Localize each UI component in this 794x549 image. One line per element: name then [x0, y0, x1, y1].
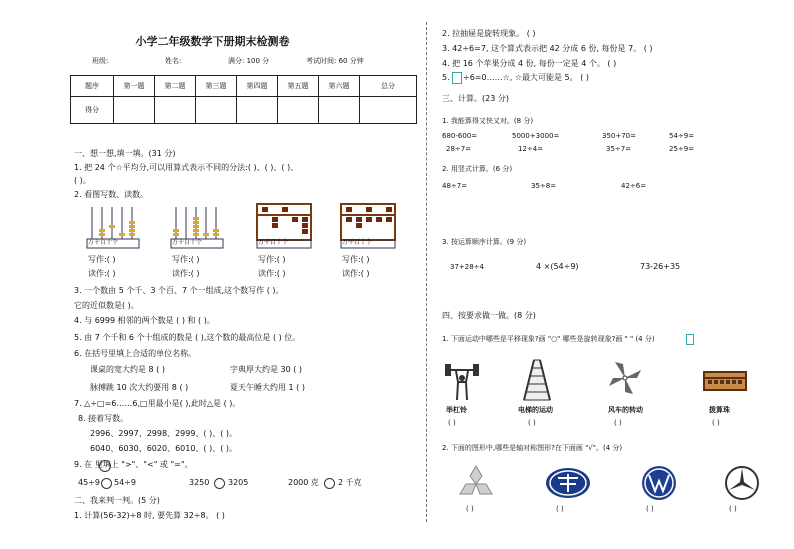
question-6d: 夏天午睡大约用 1 ( ): [230, 383, 305, 392]
score-cell[interactable]: [319, 97, 360, 124]
calc-2-heading: 2. 用竖式计算。(6 分): [442, 165, 513, 173]
judge-3: 3. 42÷6=7, 这个算式表示把 42 分成 6 份, 每份是 7。 ( ): [442, 44, 653, 53]
question-1-cont: ( )。: [74, 176, 91, 185]
section-4-heading: 四、按要求做一做。(8 分): [442, 311, 536, 320]
windmill-icon: [607, 360, 643, 398]
read-blank[interactable]: 读作:( ): [342, 269, 370, 278]
score-cell[interactable]: [360, 97, 417, 124]
score-head-cell: 第五题: [278, 76, 319, 97]
score-row: [71, 97, 417, 124]
calc-item: 35÷8=: [531, 182, 557, 190]
calc-item: 25÷9=: [669, 145, 695, 153]
question-4: 4. 与 6999 相邻的两个数是 ( ) 和 ( )。: [74, 316, 215, 325]
blank-box: [686, 334, 694, 345]
compare-item: 54÷9: [114, 478, 136, 487]
judge-1: 1. 计算(56-32)÷8 时, 要先算 32÷8。 ( ): [74, 511, 225, 520]
write-blank[interactable]: 写作:( ): [172, 255, 200, 264]
name-label: 姓名:: [165, 57, 182, 65]
compare-circle: [99, 460, 111, 472]
score-cell[interactable]: [196, 97, 237, 124]
compare-item: 3250: [189, 478, 210, 487]
write-blank[interactable]: 写作:( ): [258, 255, 286, 264]
question-3: 3. 一个数由 5 个千、3 个百、7 个一组成,这个数写作 ( )。: [74, 286, 284, 295]
answer-paren[interactable]: ( ): [729, 505, 737, 513]
section-2-heading: 二、我来判一判。(5 分): [74, 496, 160, 505]
motion-label: 拨算珠: [709, 406, 730, 414]
abacus-beads-icon: [702, 368, 750, 396]
abacus-label: 万千百十个: [172, 239, 203, 246]
judge-2: 2. 拉抽屉是旋转现象。 ( ): [442, 29, 536, 38]
question-7: 7. △÷□=6……6,□里最小是( ),此时△是 ( )。: [74, 399, 241, 408]
question-6: 6. 在括号里填上合适的单位名称。: [74, 349, 197, 358]
escalator-icon: [520, 356, 554, 402]
calc-item: 73-26+35: [640, 262, 681, 271]
judge-5: ÷6=0……☆, ☆最大可能是 5。 ( ): [463, 73, 589, 82]
calc-item: 54÷9=: [669, 132, 695, 140]
score-head-cell: 题序: [71, 76, 114, 97]
calc-item: 48÷7=: [442, 182, 468, 190]
question-1: 1. 把 24 个☆平均分,可以用算式表示不同的分法:( )、( )、( )、: [74, 163, 299, 172]
calc-item: 680-600=: [442, 132, 478, 140]
score-cell[interactable]: [114, 97, 155, 124]
question-6b: 字典厚大约是 30 ( ): [230, 365, 303, 374]
question-5: 5. 由 7 个千和 6 个十组成的数是 ( ),这个数的最高位是 ( ) 位。: [74, 333, 301, 342]
abacus-label: 万千百十个: [88, 239, 119, 246]
answer-paren[interactable]: ( ): [448, 419, 456, 427]
question-8a: 2996、2997、2998、2999、( )、( )。: [90, 429, 238, 438]
weightlifter-icon: [444, 360, 480, 402]
compare-circle[interactable]: [101, 478, 112, 489]
symmetry-heading: 2. 下面的图形中,哪些是轴对称图形?在下面画 "√"。(4 分): [442, 444, 623, 452]
answer-paren[interactable]: ( ): [614, 419, 622, 427]
answer-paren[interactable]: ( ): [528, 419, 536, 427]
score-table: [70, 75, 417, 124]
section-1-heading: 一、想一想,填一填。(31 分): [74, 149, 176, 158]
answer-paren[interactable]: ( ): [712, 419, 720, 427]
motion-heading: 1. 下面运动中哪些是平移现象?画 "○" 哪些是旋转现象?画 " " (4 分): [442, 335, 655, 343]
column-divider: [426, 22, 427, 522]
calc-item: 42÷6=: [621, 182, 647, 190]
write-blank[interactable]: 写作:( ): [88, 255, 116, 264]
score-head-cell: 第一题: [114, 76, 155, 97]
calc-item: 5000+3000=: [512, 132, 560, 140]
class-label: 班级:: [92, 57, 109, 65]
write-blank[interactable]: 写作:( ): [342, 255, 370, 264]
score-head-cell: 第四题: [237, 76, 278, 97]
question-6a: 课桌的宽大约是 8 ( ): [90, 365, 165, 374]
calc-1-heading: 1. 我能算得又快又对。(8 分): [442, 117, 534, 125]
time-label: 考试时间: 60 分钟: [306, 57, 364, 65]
calc-item: 37+28÷4: [450, 263, 484, 271]
read-blank[interactable]: 读作:( ): [258, 269, 286, 278]
section-3-heading: 三、计算。(23 分): [442, 94, 509, 103]
abacus-label: 万千百十个: [342, 239, 373, 246]
three-diamond-logo-icon: [454, 464, 498, 502]
question-8b: 6040、6030、6020、6010、( )、( )。: [90, 444, 238, 453]
page-title: 小学二年级数学下册期末检测卷: [135, 35, 290, 48]
calc-item: 350+70=: [602, 132, 636, 140]
question-3-cont: 它的近似数是( )。: [74, 301, 139, 310]
full-mark-label: 满分: 100 分: [228, 57, 270, 65]
score-header-row: [71, 76, 417, 97]
question-9: 9. 在 里填上 ">"、"<" 或 "="。: [74, 460, 193, 469]
abacus-label: 万千百十个: [258, 239, 289, 246]
score-cell[interactable]: [237, 97, 278, 124]
answer-paren[interactable]: ( ): [556, 505, 564, 513]
compare-item: 3205: [228, 478, 249, 487]
answer-paren[interactable]: ( ): [466, 505, 474, 513]
score-head-cell: 第三题: [196, 76, 237, 97]
motion-label: 举杠铃: [446, 406, 467, 414]
motion-label: 风车的转动: [608, 406, 643, 414]
score-label-cell: 得分: [71, 97, 114, 124]
blank-box[interactable]: [452, 72, 462, 84]
question-6c: 脉搏跳 10 次大约要用 8 ( ): [90, 383, 189, 392]
vw-circle-logo-icon: [640, 464, 678, 502]
compare-item: 45÷9: [78, 478, 100, 487]
calc-item: 35÷7=: [606, 145, 632, 153]
score-cell[interactable]: [278, 97, 319, 124]
read-blank[interactable]: 读作:( ): [88, 269, 116, 278]
oval-emblem-logo-icon: [544, 466, 592, 500]
calc-item: 28÷7=: [446, 145, 472, 153]
score-head-cell: 总分: [360, 76, 417, 97]
calc-3-heading: 3. 按运算顺序计算。(9 分): [442, 238, 527, 246]
read-blank[interactable]: 读作:( ): [172, 269, 200, 278]
question-8: 8. 接着写数。: [78, 414, 129, 423]
compare-circle[interactable]: [324, 478, 335, 489]
score-head-cell: 第二题: [155, 76, 196, 97]
answer-paren[interactable]: ( ): [646, 505, 654, 513]
compare-circle[interactable]: [214, 478, 225, 489]
three-pointed-star-logo-icon: [723, 464, 761, 502]
motion-label: 电梯的运动: [518, 406, 553, 414]
compare-item: 2 千克: [338, 478, 362, 487]
score-cell[interactable]: [155, 97, 196, 124]
judge-4: 4. 把 16 个苹果分成 4 份, 每份一定是 4 个。 ( ): [442, 59, 617, 68]
judge-5-num: 5.: [442, 73, 450, 82]
calc-item: 12÷4=: [518, 145, 544, 153]
calc-item: 4 ×(54÷9): [536, 262, 579, 271]
score-head-cell: 第六题: [319, 76, 360, 97]
compare-item: 2000 克: [288, 478, 319, 487]
question-2: 2. 看图写数、读数。: [74, 190, 149, 199]
